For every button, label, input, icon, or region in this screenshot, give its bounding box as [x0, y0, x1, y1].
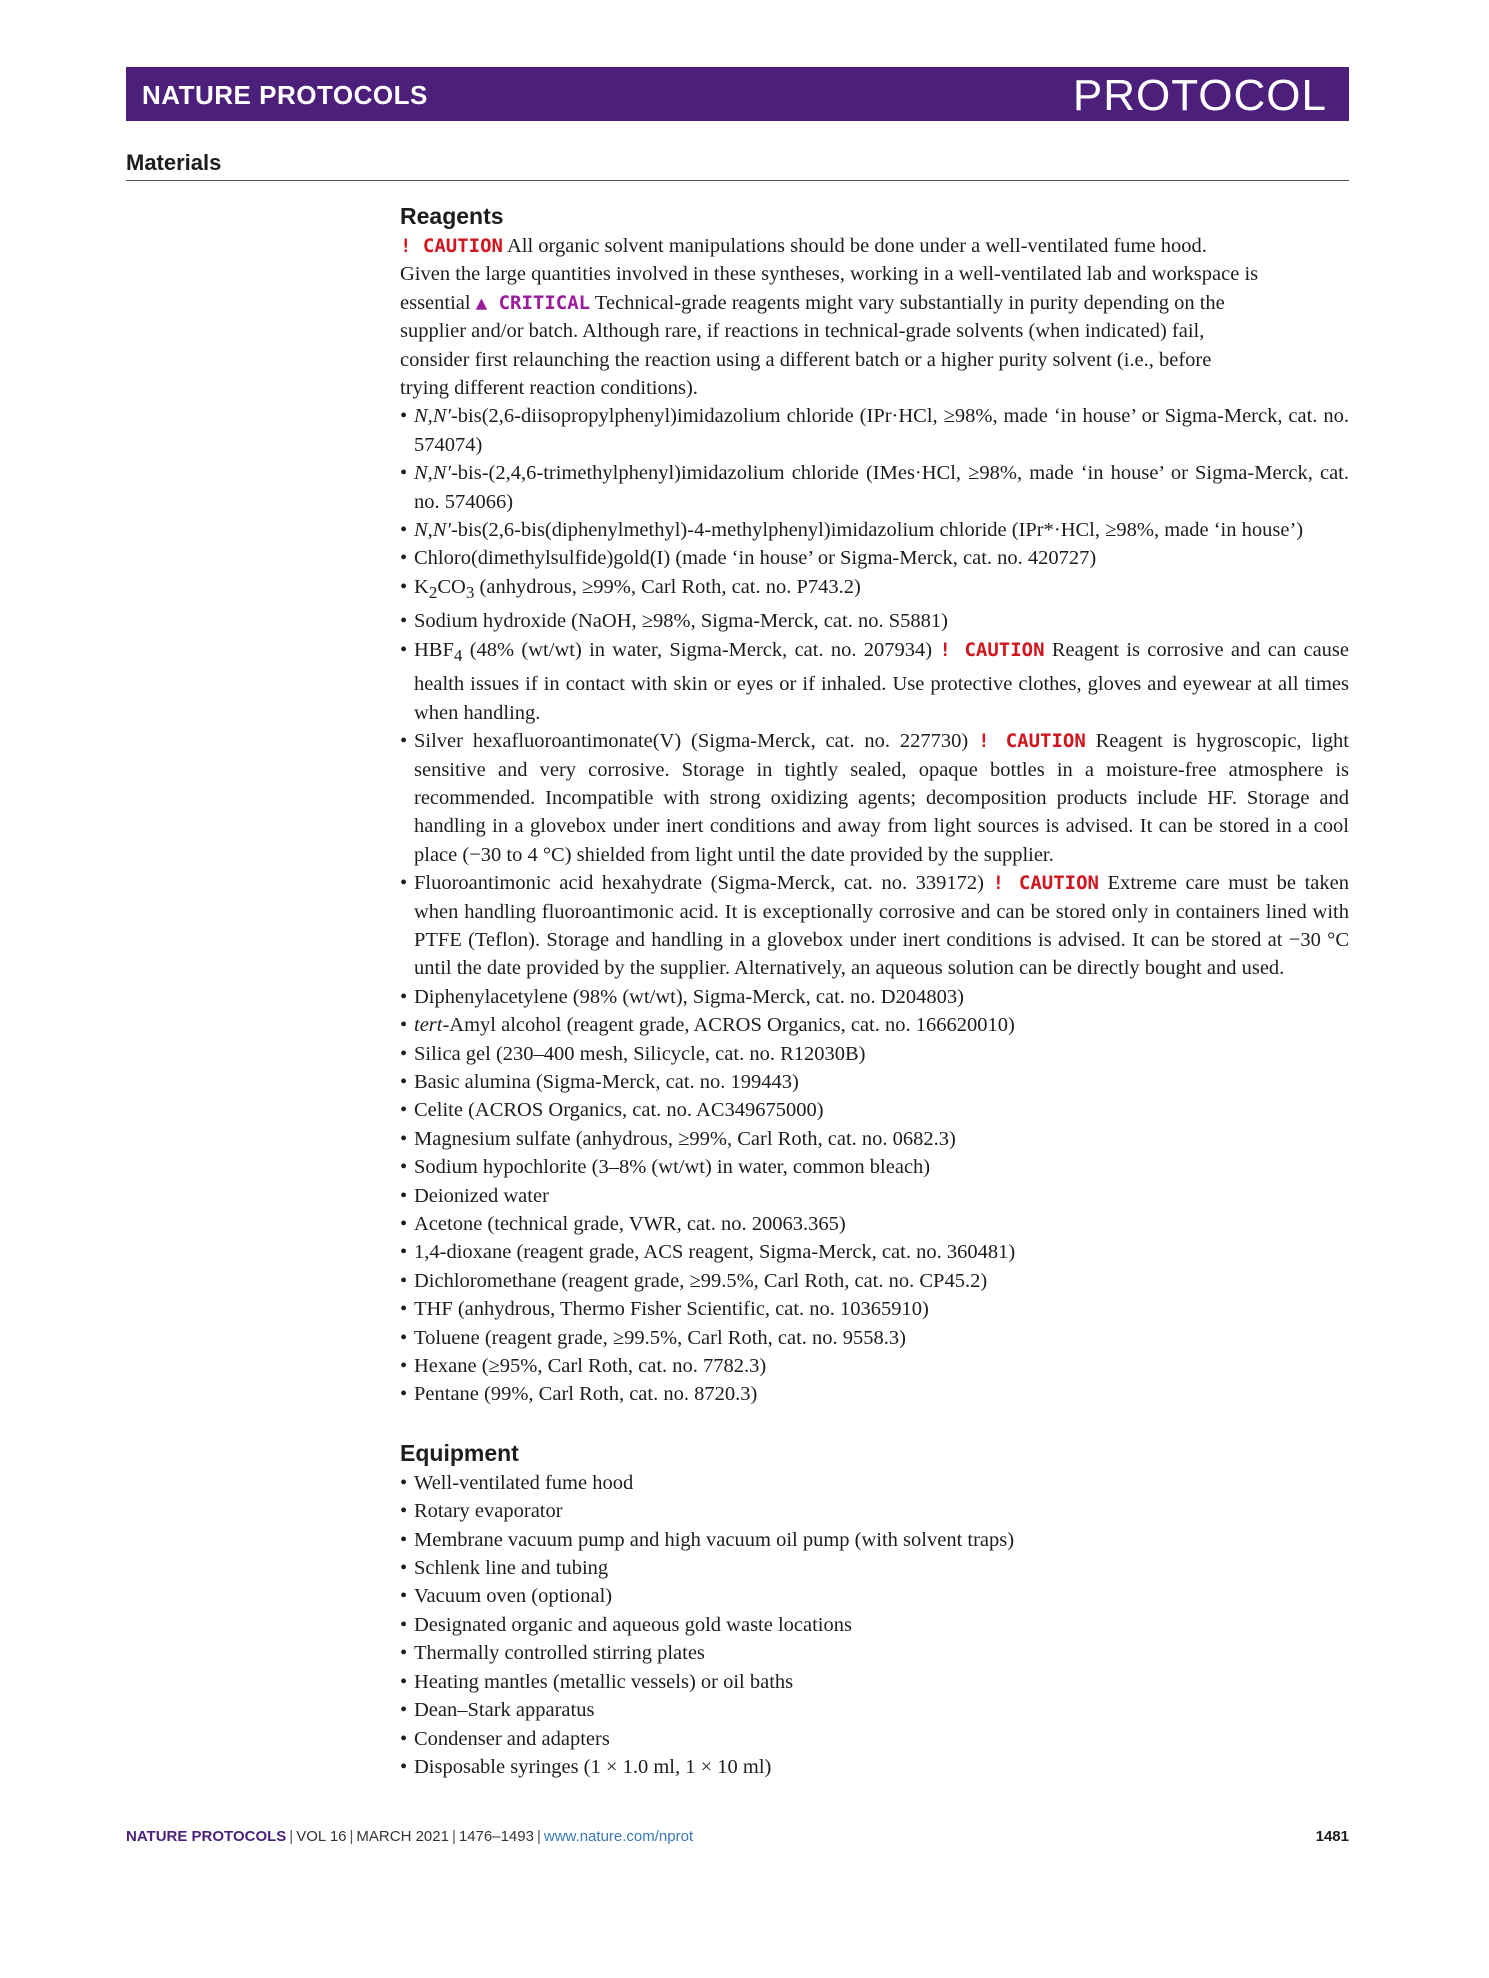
item-text: Silver hexafluoroantimonate(V) (Sigma-Merck, cat. no. 227730) — [414, 730, 979, 753]
list-item: • Sodium hypochlorite (3–8% (wt/wt) in water, common bleach) — [400, 1153, 1349, 1181]
materials-content — [400, 200, 1349, 1781]
journal-name: NATURE PROTOCOLS — [142, 80, 428, 110]
list-item: • Vacuum oven (optional) — [400, 1582, 1349, 1610]
list-item: • Hexane (≥95%, Carl Roth, cat. no. 7782.3) — [400, 1352, 1349, 1380]
list-item: • Disposable syringes (1 × 1.0 ml, 1 × 10 ml) — [400, 1753, 1349, 1781]
article-type: PROTOCOL — [1072, 71, 1327, 120]
header-banner — [126, 67, 1349, 121]
equipment-heading: Equipment — [400, 1439, 519, 1466]
item-text: (48% (wt/wt) in water, Sigma-Merck, cat. no. 207934) — [462, 638, 940, 661]
item-text: CO — [437, 575, 466, 598]
list-item — [400, 1011, 1349, 1039]
reagents-intro — [400, 232, 1349, 402]
footer-volume: VOL 16 — [296, 1828, 347, 1845]
caution-label: ! CAUTION — [978, 730, 1086, 753]
list-item: • Dichloromethane (reagent grade, ≥99.5%, Carl Roth, cat. no. CP45.2) — [400, 1267, 1349, 1295]
list-item — [400, 516, 1349, 544]
critical-label: ▲ CRITICAL — [475, 291, 591, 314]
list-item: • Rotary evaporator — [400, 1497, 1349, 1525]
list-item: • Basic alumina (Sigma-Merck, cat. no. 199443) — [400, 1068, 1349, 1096]
list-item: • Designated organic and aqueous gold waste locations — [400, 1611, 1349, 1639]
list-item: • Well-ventilated fume hood — [400, 1469, 1349, 1497]
list-item — [400, 727, 1349, 869]
intro-line: Technical-grade reagents might vary substantially in purity depending on the — [594, 291, 1225, 314]
item-text: (anhydrous, ≥99%, Carl Roth, cat. no. P743.2) — [474, 575, 861, 598]
list-item: • Toluene (reagent grade, ≥99.5%, Carl Roth, cat. no. 9558.3) — [400, 1324, 1349, 1352]
list-item — [400, 636, 1349, 727]
footer-journal: NATURE PROTOCOLS — [126, 1828, 287, 1845]
subscript: 2 — [428, 582, 438, 602]
item-text: -Amyl alcohol (reagent grade, ACROS Organics, cat. no. 166620010) — [442, 1014, 1015, 1037]
item-text: -bis-(2,4,6-trimethylphenyl)imidazolium chloride (IMes·HCl, ≥98%, made ‘in house’ or Sigma-Merck, cat. no. 574066) — [414, 462, 1349, 513]
list-item: • Diphenylacetylene (98% (wt/wt), Sigma-Merck, cat. no. D204803) — [400, 983, 1349, 1011]
caution-label: ! CAUTION — [400, 235, 503, 257]
reagents-list — [400, 402, 1349, 1408]
list-item: • Silica gel (230–400 mesh, Silicycle, cat. no. R12030B) — [400, 1040, 1349, 1068]
intro-essential: essential — [400, 291, 471, 314]
list-item: • 1,4-dioxane (reagent grade, ACS reagent, Sigma-Merck, cat. no. 360481) — [400, 1238, 1349, 1266]
subscript: 3 — [465, 582, 475, 602]
page-footer: NATURE PROTOCOLS | VOL 16 | MARCH 2021 | 1476–1493 | www.nature.com/nprot 1481 — [126, 1828, 1349, 1845]
list-item: • Celite (ACROS Organics, cat. no. AC349675000) — [400, 1096, 1349, 1124]
section-rule — [126, 180, 1349, 181]
intro-line: consider first relaunching the reaction using a different batch or a higher purity solvent (i.e., before — [400, 348, 1212, 371]
list-item: • Schlenk line and tubing — [400, 1554, 1349, 1582]
list-item — [400, 869, 1349, 983]
item-text: K — [414, 575, 429, 598]
item-text: HBF — [414, 638, 454, 661]
italic-prefix: N,N′ — [414, 405, 451, 428]
list-item: • Magnesium sulfate (anhydrous, ≥99%, Carl Roth, cat. no. 0682.3) — [400, 1125, 1349, 1153]
subscript: 4 — [453, 645, 463, 665]
caution-note: Extreme care must be taken when handling fluoroantimonic acid. It is exceptionally corrosive and can be stored only in containers lined with PTFE (Teflon). Storage and handling in a glovebox under inert conditions is advised. It can be stored at −30 °C until the date provided by the supplier. Alternatively, an aqueous solution can be directly bought and used. — [414, 872, 1349, 980]
list-item: • Deionized water — [400, 1182, 1349, 1210]
list-item: • Membrane vacuum pump and high vacuum oil pump (with solvent traps) — [400, 1526, 1349, 1554]
intro-line: All organic solvent manipulations should be done under a well-ventilated fume hood. — [506, 235, 1207, 257]
caution-note: Reagent is hygroscopic, light sensitive and very corrosive. Storage in tightly sealed, opaque bottles in a moisture-free atmosphere is recommended. Incompatible with strong oxidizing agents; decomposition products include HF. Storage and handling in a glovebox under inert conditions and away from light sources is advised. It can be stored in a cool place (−30 to 4 °C) shielded from light until the date provided by the supplier. — [414, 730, 1349, 866]
italic-prefix: N,N′ — [414, 519, 451, 542]
list-item: • Dean–Stark apparatus — [400, 1696, 1349, 1724]
footer-date: MARCH 2021 — [356, 1828, 449, 1845]
caution-note: Reagent is corrosive and can cause health issues if in contact with skin or eyes or if inhaled. Use protective clothes, gloves and eyewear at all times when handling. — [414, 638, 1350, 724]
reagents-heading: Reagents — [400, 203, 504, 229]
list-item: • Chloro(dimethylsulfide)gold(I) (made ‘in house’ or Sigma-Merck, cat. no. 420727) — [400, 544, 1349, 572]
page-number: 1481 — [1315, 1828, 1349, 1845]
item-text: -bis(2,6-diisopropylphenyl)imidazolium chloride (IPr·HCl, ≥98%, made ‘in house’ or Sigma-Merck, cat. no. 574074) — [414, 405, 1349, 456]
footer-url-link[interactable]: www.nature.com/nprot — [543, 1828, 694, 1845]
list-item: • Condenser and adapters — [400, 1725, 1349, 1753]
list-item: • Heating mantles (metallic vessels) or oil baths — [400, 1668, 1349, 1696]
list-item: • Sodium hydroxide (NaOH, ≥98%, Sigma-Merck, cat. no. S5881) — [400, 607, 1349, 635]
italic-prefix: tert — [414, 1014, 443, 1037]
caution-label: ! CAUTION — [939, 638, 1045, 661]
list-item — [400, 573, 1349, 608]
intro-line: trying different reaction conditions). — [400, 377, 698, 400]
list-item: • Acetone (technical grade, VWR, cat. no. 20063.365) — [400, 1210, 1349, 1238]
list-item: • Thermally controlled stirring plates — [400, 1639, 1349, 1667]
caution-label: ! CAUTION — [992, 872, 1099, 895]
list-item — [400, 459, 1349, 516]
italic-prefix: N,N′ — [414, 462, 451, 485]
intro-line: supplier and/or batch. Although rare, if reactions in technical-grade solvents (when indicated) fail, — [400, 320, 1205, 343]
item-text: -bis(2,6-bis(diphenylmethyl)-4-methylphenyl)imidazolium chloride (IPr*·HCl, ≥98%, made ‘in house’) — [450, 519, 1304, 542]
list-item: • THF (anhydrous, Thermo Fisher Scientific, cat. no. 10365910) — [400, 1295, 1349, 1323]
footer-pages: 1476–1493 — [458, 1828, 534, 1845]
item-text: Fluoroantimonic acid hexahydrate (Sigma-Merck, cat. no. 339172) — [414, 872, 993, 895]
section-title: Materials — [126, 150, 222, 175]
equipment-list — [400, 1469, 1349, 1781]
intro-line: Given the large quantities involved in these syntheses, working in a well-ventilated lab and workspace is — [400, 263, 1259, 286]
list-item: • Pentane (99%, Carl Roth, cat. no. 8720.3) — [400, 1380, 1349, 1408]
list-item — [400, 402, 1349, 459]
